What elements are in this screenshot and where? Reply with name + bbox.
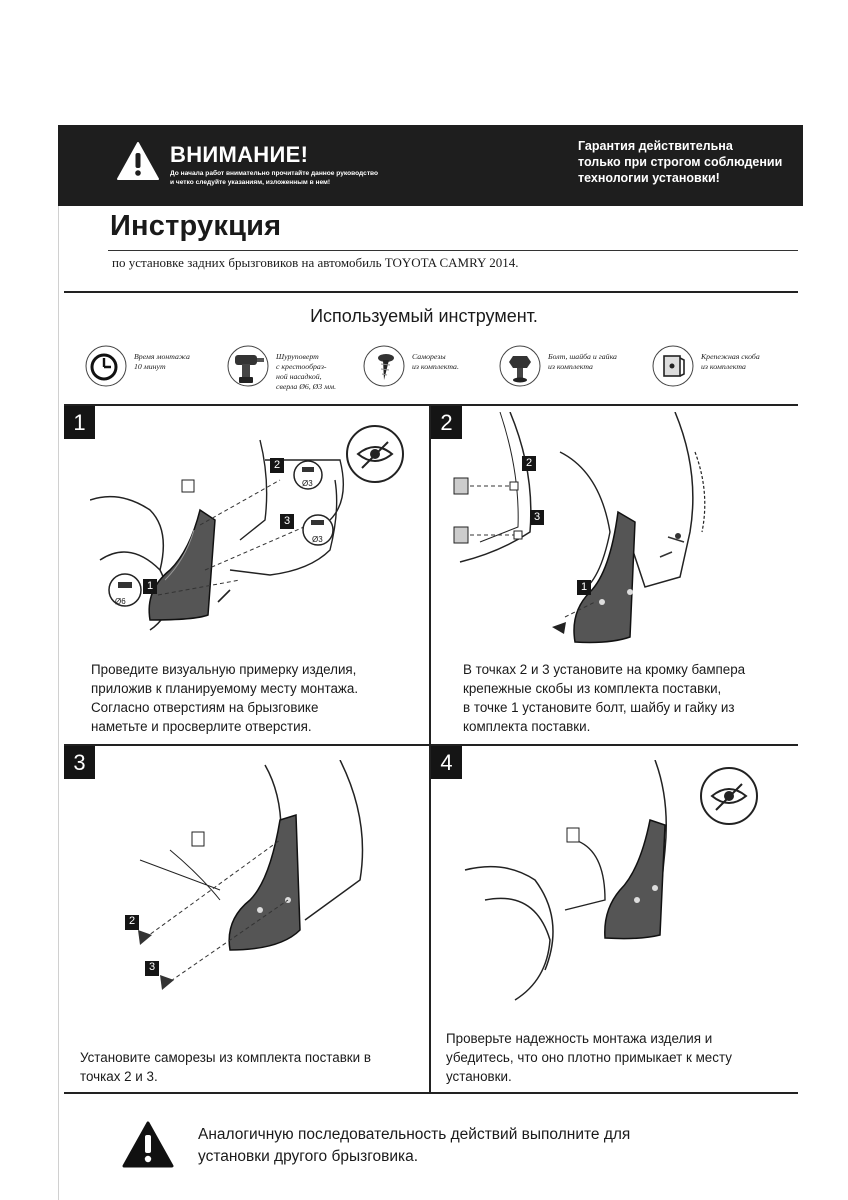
step-2-illustration — [440, 412, 790, 652]
callout-label: 3 — [148, 961, 156, 973]
repeat-note — [198, 1124, 758, 1168]
drill-size-label: Ø3 — [302, 479, 313, 488]
step-text-line: Проведите визуальную примерку изделия, — [91, 662, 357, 677]
warning-banner — [58, 125, 803, 206]
step-number-badge: 3 — [64, 746, 95, 779]
step-4-illustration — [455, 760, 795, 1010]
repeat-note-line: установки другого брызговика. — [198, 1148, 419, 1165]
step-text-line: установки. — [446, 1069, 512, 1084]
clock-icon — [84, 344, 128, 388]
tool-label-line: из комплекта — [548, 362, 593, 371]
tool-label-line: Саморезы — [412, 352, 446, 361]
step-text-line: Согласно отверстиям на брызговике — [91, 700, 319, 715]
tool-label-line: ной насадкой, — [276, 372, 322, 381]
visual-inspection-icon — [347, 426, 403, 482]
self-tapping-screw-icon — [362, 344, 406, 388]
step-1-text — [91, 660, 421, 736]
tool-label-line: 10 минут — [134, 362, 166, 371]
callout-label: 2 — [525, 457, 533, 469]
step-text-line: крепежные скобы из комплекта поставки, — [463, 681, 722, 696]
tool-label-line: Болт, шайба и гайка — [548, 352, 617, 361]
document-subtitle: по установке задних брызговиков на автомобиль TOYOTA CAMRY 2014. — [112, 255, 519, 270]
tool-label-line: Крепежная скоба — [701, 352, 760, 361]
step-text-line: наметьте и просверлите отверстия. — [91, 719, 312, 734]
step-1-illustration — [90, 420, 420, 648]
step-text-line: в точке 1 установите болт, шайбу и гайку из — [463, 700, 735, 715]
bolt-washer-nut-icon — [498, 344, 542, 388]
callout-label: 3 — [283, 515, 291, 527]
mounting-clip-icon — [651, 344, 695, 388]
tool-label — [412, 352, 502, 372]
step-text-line: Установите саморезы из комплекта поставки в — [80, 1050, 371, 1065]
step-number-badge: 1 — [64, 406, 95, 439]
warning-note-line: До начала работ внимательно прочитайте данное руководство — [170, 170, 379, 177]
divider — [108, 250, 798, 251]
guarantee-line: технологии установки! — [578, 171, 720, 185]
warning-note — [170, 169, 390, 187]
tool-label — [548, 352, 638, 372]
tool-label-line: Шуруповерт — [276, 352, 319, 361]
drill-size-label: Ø6 — [115, 597, 126, 606]
document-title: Инструкция — [110, 210, 282, 242]
warning-note-line: и четко следуйте указаниям, изложенным в нем! — [170, 179, 331, 186]
step-text-line: приложив к планируемому месту монтажа. — [91, 681, 359, 696]
callout-label: 2 — [128, 915, 136, 927]
step-2-text — [463, 660, 793, 736]
tool-label-line: Время монтажа — [134, 352, 190, 361]
tool-label — [134, 352, 224, 372]
drill-size-label: Ø3 — [312, 535, 323, 544]
step-number-badge: 2 — [431, 406, 462, 439]
tool-label-line: с крестообраз- — [276, 362, 327, 371]
callout-label: 3 — [533, 511, 541, 523]
tool-label — [701, 352, 791, 372]
step-3-text — [80, 1048, 420, 1086]
guarantee-line: только при строгом соблюдении — [578, 155, 783, 169]
tool-label — [276, 352, 366, 392]
guarantee-note — [578, 138, 788, 186]
step-text-line: комплекта поставки. — [463, 719, 591, 734]
step-text-line: В точках 2 и 3 установите на кромку бампера — [463, 662, 746, 677]
tool-label-line: из комплекта — [701, 362, 746, 371]
step-4-text — [446, 1029, 791, 1086]
repeat-note-line: Аналогичную последовательность действий выполните для — [198, 1126, 631, 1143]
tool-label-line: сверла Ø6, Ø3 мм. — [276, 382, 337, 391]
callout-label: 2 — [273, 459, 281, 471]
step-text-line: точках 2 и 3. — [80, 1069, 158, 1084]
warning-title: ВНИМАНИЕ! — [170, 142, 309, 167]
guarantee-line: Гарантия действительна — [578, 139, 733, 153]
tool-label-line: из комплекта. — [412, 362, 459, 371]
screwdriver-drill-icon — [226, 344, 270, 388]
step-number-badge: 4 — [431, 746, 462, 779]
warning-triangle-icon — [116, 140, 160, 182]
divider — [64, 291, 798, 293]
grid-line — [64, 1092, 798, 1094]
step-text-line: убедитесь, что оно плотно примыкает к месту — [446, 1050, 732, 1065]
callout-label: 1 — [580, 581, 588, 593]
step-text-line: Проверьте надежность монтажа изделия и — [446, 1031, 713, 1046]
callout-label: 1 — [146, 580, 154, 592]
tools-heading: Используемый инструмент. — [310, 306, 538, 326]
visual-inspection-icon — [701, 768, 757, 824]
warning-triangle-icon — [122, 1120, 174, 1170]
